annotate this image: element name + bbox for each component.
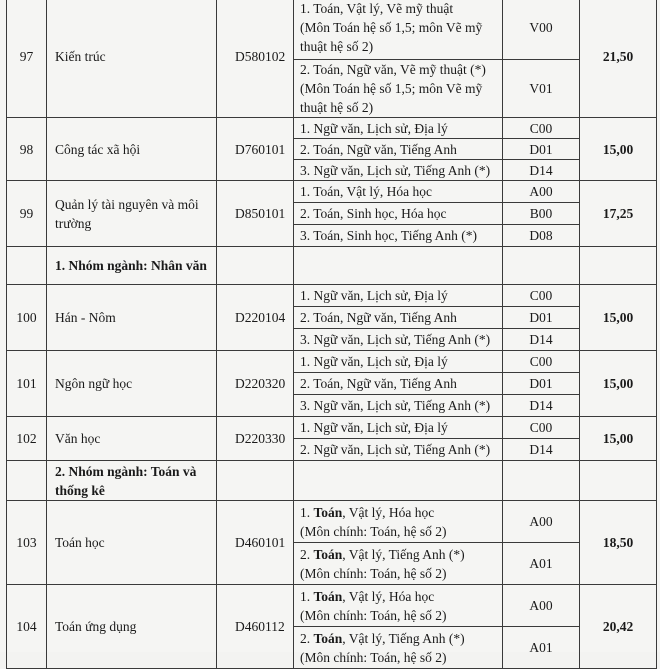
- row-number: 97: [7, 0, 47, 118]
- major-name: Toán học: [47, 501, 217, 585]
- subject-combination: 1. Ngữ văn, Lịch sử, Địa lý: [294, 351, 503, 373]
- block-code: C00: [503, 285, 580, 307]
- subject-text: 2. Toán, Vật lý, Tiếng Anh (*): [300, 546, 465, 562]
- cutoff-score: 15,00: [580, 351, 657, 417]
- subject-combination: 2. Ngữ văn, Lịch sử, Tiếng Anh (*): [294, 439, 503, 461]
- block-code: C00: [503, 417, 580, 439]
- major-code: D220330: [217, 417, 294, 461]
- major-code: D580102: [217, 0, 294, 118]
- subject-text: 1. Toán, Vật lý, Hóa học: [300, 588, 435, 604]
- cutoff-score: 15,00: [580, 285, 657, 351]
- major-name: Công tác xã hội: [47, 118, 217, 181]
- row-number: 101: [7, 351, 47, 417]
- table-row: [7, 417, 657, 439]
- table-row: [7, 585, 657, 627]
- block-code: D14: [503, 160, 580, 181]
- subject-combination: [294, 627, 503, 669]
- row-number: 100: [7, 285, 47, 351]
- subject-note: (Môn chính: Toán, hệ số 2): [300, 565, 447, 581]
- subject-combination: 3. Ngữ văn, Lịch sử, Tiếng Anh (*): [294, 395, 503, 417]
- row-number: 99: [7, 181, 47, 247]
- block-code: V00: [503, 0, 580, 60]
- major-code: D850101: [217, 181, 294, 247]
- major-code: D220104: [217, 285, 294, 351]
- subject-combination: [294, 585, 503, 627]
- subject-combination: 3. Ngữ văn, Lịch sử, Tiếng Anh (*): [294, 160, 503, 181]
- block-code: A00: [503, 501, 580, 543]
- subject-combination: [294, 543, 503, 585]
- major-name: Văn học: [47, 417, 217, 461]
- subject-combination: 2. Toán, Ngữ văn, Tiếng Anh: [294, 307, 503, 329]
- table-row: [7, 285, 657, 307]
- cutoff-score: 15,00: [580, 417, 657, 461]
- major-code: D460101: [217, 501, 294, 585]
- block-code: D14: [503, 439, 580, 461]
- subject-note: (Môn Toán hệ số 1,5; môn Vẽ mỹ thuật hệ số 2): [300, 81, 483, 115]
- subject-text: 1. Toán, Vật lý, Vẽ mỹ thuật: [300, 0, 454, 16]
- row-number: 102: [7, 417, 47, 461]
- subject-combination: [294, 60, 503, 118]
- table-row: [7, 0, 657, 60]
- major-name: Hán - Nôm: [47, 285, 217, 351]
- cutoff-score: 20,42: [580, 585, 657, 669]
- admission-score-table: [6, 0, 657, 669]
- table-row: [7, 181, 657, 203]
- subject-note: (Môn Toán hệ số 1,5; môn Vẽ mỹ thuật hệ số 2): [300, 19, 483, 54]
- major-name: Kiến trúc: [47, 0, 217, 118]
- subject-combination: [294, 501, 503, 543]
- subject-text: 2. Toán, Vật lý, Tiếng Anh (*): [300, 630, 465, 646]
- cutoff-score: 15,00: [580, 118, 657, 181]
- major-code: D760101: [217, 118, 294, 181]
- block-code: D14: [503, 395, 580, 417]
- cutoff-score: 21,50: [580, 0, 657, 118]
- table-row: [7, 118, 657, 139]
- major-name: Toán ứng dụng: [47, 585, 217, 669]
- row-number: 104: [7, 585, 47, 669]
- cutoff-score: 18,50: [580, 501, 657, 585]
- block-code: A00: [503, 585, 580, 627]
- subject-text: 1. Toán, Vật lý, Hóa học: [300, 504, 435, 520]
- cutoff-score: 17,25: [580, 181, 657, 247]
- table-row: [7, 501, 657, 543]
- major-code: D220320: [217, 351, 294, 417]
- subject-note: (Môn chính: Toán, hệ số 2): [300, 523, 447, 539]
- subject-combination: 3. Toán, Sinh học, Tiếng Anh (*): [294, 225, 503, 247]
- subject-combination: 1. Ngữ văn, Lịch sử, Địa lý: [294, 118, 503, 139]
- major-code: D460112: [217, 585, 294, 669]
- subject-combination: 3. Ngữ văn, Lịch sử, Tiếng Anh (*): [294, 329, 503, 351]
- major-name: Quản lý tài nguyên và môi trường: [47, 181, 217, 247]
- group-row: [7, 247, 657, 285]
- block-code: A01: [503, 543, 580, 585]
- group-heading: 1. Nhóm ngành: Nhân văn: [47, 247, 217, 285]
- block-code: B00: [503, 203, 580, 225]
- block-code: D01: [503, 139, 580, 160]
- block-code: A00: [503, 181, 580, 203]
- subject-combination: 2. Toán, Ngữ văn, Tiếng Anh: [294, 139, 503, 160]
- row-number: 103: [7, 501, 47, 585]
- subject-note: (Môn chính: Toán, hệ số 2): [300, 649, 447, 665]
- block-code: D01: [503, 307, 580, 329]
- subject-combination: 2. Toán, Sinh học, Hóa học: [294, 203, 503, 225]
- subject-combination: [294, 0, 503, 60]
- subject-combination: 1. Toán, Vật lý, Hóa học: [294, 181, 503, 203]
- table-row: [7, 351, 657, 373]
- subject-text: 2. Toán, Ngữ văn, Vẽ mỹ thuật (*): [300, 62, 486, 77]
- row-number: 98: [7, 118, 47, 181]
- subject-note: (Môn chính: Toán, hệ số 2): [300, 607, 447, 623]
- block-code: V01: [503, 60, 580, 118]
- block-code: C00: [503, 118, 580, 139]
- block-code: D14: [503, 329, 580, 351]
- subject-combination: 1. Ngữ văn, Lịch sử, Địa lý: [294, 417, 503, 439]
- major-name: Ngôn ngữ học: [47, 351, 217, 417]
- group-row: [7, 461, 657, 501]
- subject-combination: 1. Ngữ văn, Lịch sử, Địa lý: [294, 285, 503, 307]
- block-code: A01: [503, 627, 580, 669]
- block-code: C00: [503, 351, 580, 373]
- group-heading: 2. Nhóm ngành: Toán và thống kê: [47, 461, 217, 501]
- block-code: D01: [503, 373, 580, 395]
- subject-combination: 2. Toán, Ngữ văn, Tiếng Anh: [294, 373, 503, 395]
- block-code: D08: [503, 225, 580, 247]
